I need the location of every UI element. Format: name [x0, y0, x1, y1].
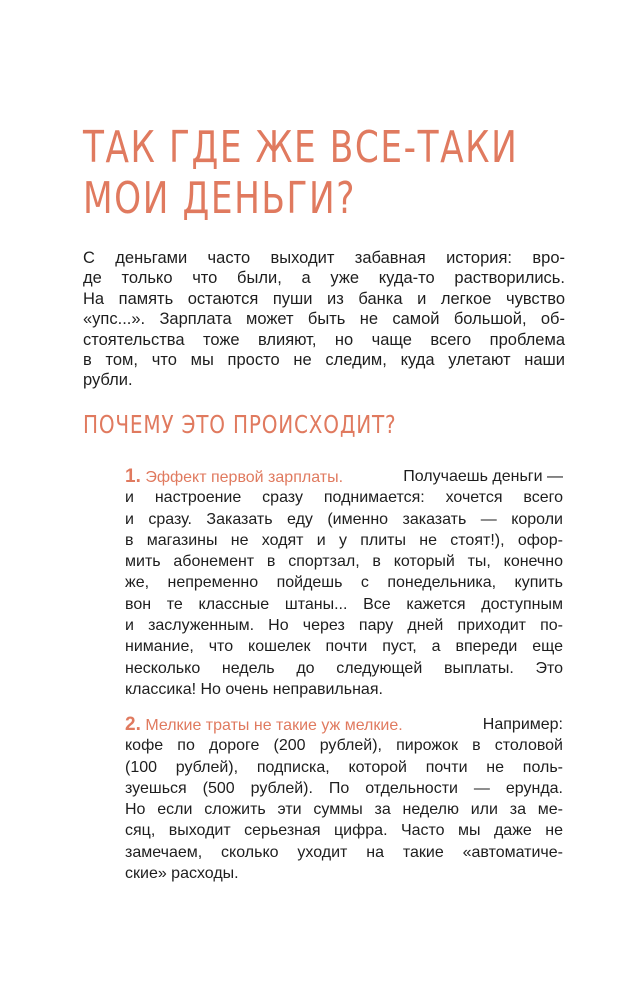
text-line: в том, что мы просто не следим, куда улетают наши — [83, 350, 565, 369]
text-line: и заслуженным. Но через пару дней приходит по- — [125, 617, 563, 635]
text-line: С деньгами часто выходит забавная история: вро- — [83, 249, 565, 267]
page-title — [83, 122, 518, 224]
text-line: де только что были, а уже куда-то растворились. — [83, 269, 565, 288]
text-line: Но если сложить эти суммы за неделю или за ме- — [125, 801, 563, 819]
text-line: кофе по дороге (200 рублей), пирожок в столовой — [125, 737, 563, 755]
text-line: в магазины не ходят и у плиты не стоят!), офор- — [125, 531, 563, 549]
text-line: нимание, что кошелек почти пуст, а впереди еще — [125, 638, 563, 656]
item-lead: Эффект первой зарплаты. — [145, 469, 344, 486]
title-line: МОИ ДЕНЬГИ? — [83, 173, 357, 224]
item-lead: Мелкие траты не такие уж мелкие. — [145, 717, 403, 734]
text-line: Получаешь деньги — — [403, 468, 563, 485]
text-line: зуешься (500 рублей). По отдельности — ерунда. — [125, 779, 563, 797]
list-item — [125, 466, 563, 700]
intro-paragraph — [83, 248, 565, 391]
text-line: несколько недель до следующей выплаты. Это — [125, 659, 563, 677]
item-number: 1. — [125, 466, 141, 487]
item-first-line — [125, 714, 563, 735]
text-line: На память остаются пуши из банка и легкое чувство — [83, 289, 565, 308]
text-line: и сразу. Заказать еду (именно заказать — короли — [125, 510, 563, 528]
item-number: 2. — [125, 714, 141, 735]
list-item — [125, 714, 563, 884]
text-line: и настроение сразу поднимается: хочется всего — [125, 489, 563, 507]
text-line: сяц, выходит серьезная цифра. Часто мы даже не — [125, 822, 563, 840]
title-line: ТАК ГДЕ ЖЕ ВСЕ-ТАКИ — [83, 122, 519, 173]
section-heading: ПОЧЕМУ ЭТО ПРОИСХОДИТ? — [83, 410, 397, 439]
text-line: замечаем, сколько уходит на такие «автоматиче- — [125, 843, 563, 861]
text-line: классика! Но очень неправильная. — [125, 680, 383, 698]
text-line: (100 рублей), подписка, которой почти не поль- — [125, 758, 563, 776]
text-line: ские» расходы. — [125, 865, 239, 883]
item-first-line — [125, 466, 563, 487]
text-line: Например: — [482, 716, 563, 733]
text-line: мить абонемент в спортзал, в который ты, конечно — [125, 553, 563, 571]
text-line: же, непременно пойдешь с понедельника, купить — [125, 574, 563, 592]
text-line: стоятельства тоже влияют, но чаще всего проблема — [83, 330, 565, 349]
text-line: рубли. — [83, 371, 133, 390]
text-line: «упс...». Зарплата может быть не самой большой, об- — [83, 310, 565, 329]
text-line: вон те классные штаны... Все кажется доступным — [125, 595, 563, 613]
